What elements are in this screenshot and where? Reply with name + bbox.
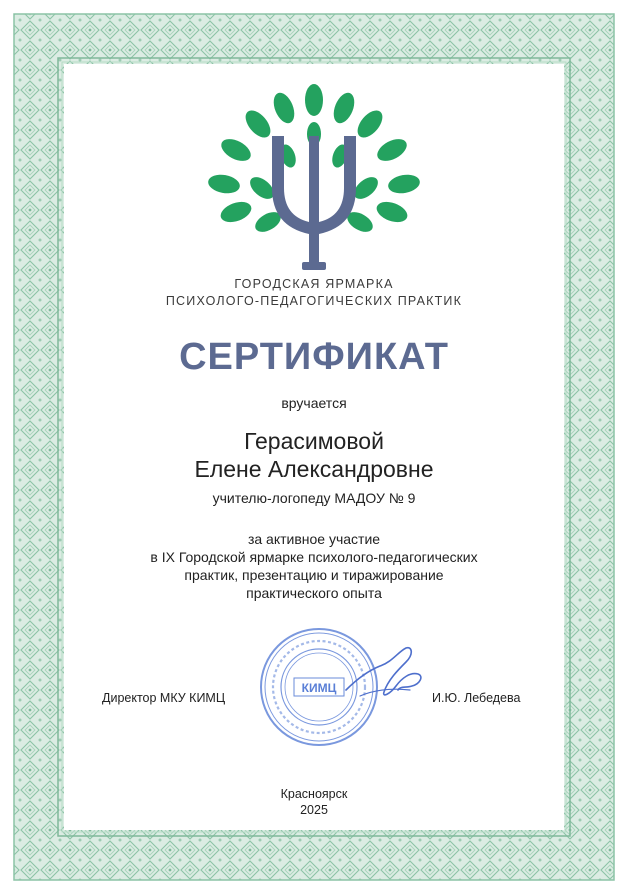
director-title: Директор МКУ КИМЦ [102, 691, 226, 705]
stamp-center-text: КИМЦ [301, 681, 337, 695]
reason-line: за активное участие [247, 531, 381, 547]
reason-line: практик, презентацию и тиражирование [184, 567, 444, 583]
year: 2025 [300, 803, 328, 817]
recipient-surname: Герасимовой [244, 428, 384, 454]
certificate-title: СЕРТИФИКАТ [179, 336, 449, 378]
handwritten-signature-icon [340, 640, 430, 704]
reason-line: практического опыта [246, 585, 382, 601]
organization-name-line1: ГОРОДСКАЯ ЯРМАРКА [234, 277, 394, 291]
recipient-position: учителю-логопеду МАДОУ № 9 [212, 490, 416, 506]
recipient-given-names: Елене Александровне [194, 456, 434, 482]
organization-name-line2: ПСИХОЛОГО-ПЕДАГОГИЧЕСКИХ ПРАКТИК [165, 294, 463, 308]
psi-tree-logo-icon [196, 84, 432, 274]
city: Красноярск [280, 787, 348, 801]
signer-name: И.Ю. Лебедева [432, 691, 521, 705]
reason-line: в IX Городской ярмарке психолого-педагогических [150, 549, 478, 565]
awarded-to-text: вручается [281, 395, 347, 411]
